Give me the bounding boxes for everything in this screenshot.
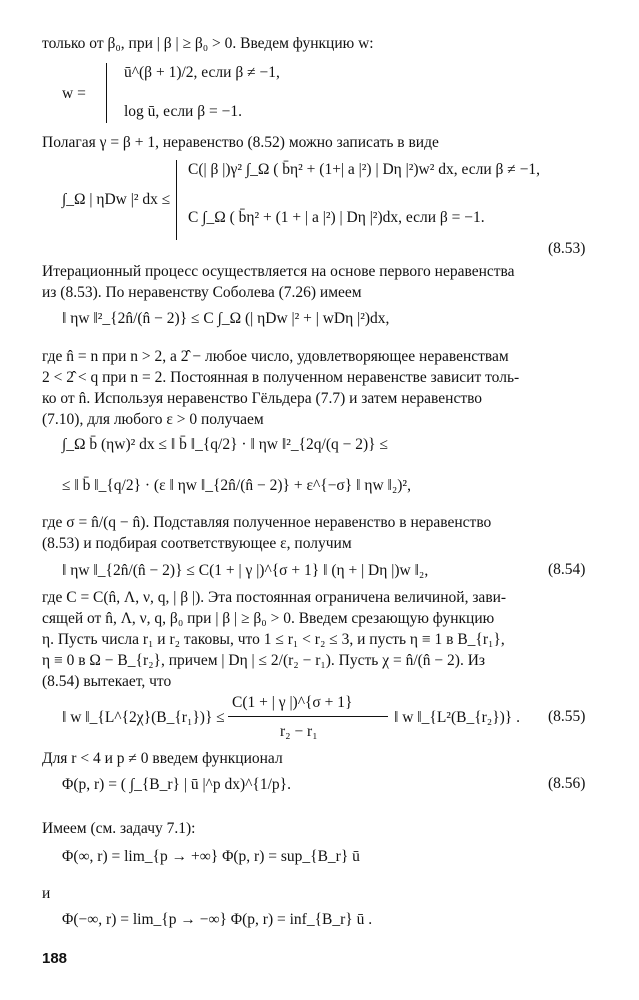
text-line: η. Пусть числа r₁ и r₂ таковы, что 1 ≤ r₁ < r₂ ≤ 3, и пусть η ≡ 1 в B_{r₁}, <box>42 631 505 648</box>
text-line: Итерационный процесс осуществляется на основе первого неравенства <box>42 263 515 280</box>
text-line: из (8.53). По неравенству Соболева (7.26) имеем <box>42 284 362 301</box>
text-line: (8.54) вытекает, что <box>42 673 172 690</box>
text-line: (7.10), для любого ε > 0 получаем <box>42 411 264 428</box>
text-line: η ≡ 0 в Ω − B_{r₂}, причем | Dη | ≤ 2/(r₂ − r₁). Пусть χ = n̂/(n̂ − 2). Из <box>42 652 486 669</box>
equation-number: (8.56) <box>548 775 586 792</box>
equation: Φ(p, r) = ( ∫_{B_r} | ū |^p dx)^{1/p}. <box>62 776 291 793</box>
text-line: ко от n̂. Используя неравенство Гёльдера (7.7) и затем неравенство <box>42 390 483 407</box>
text-line: 2 < 2̂ < q при n = 2. Постоянная в полученном неравенстве зависит толь- <box>42 369 520 386</box>
equation-number: (8.54) <box>548 561 586 578</box>
left-brace <box>106 63 107 123</box>
equation-number: (8.55) <box>548 708 586 725</box>
text-line: Имеем (см. задачу 7.1): <box>42 820 196 837</box>
page-number: 188 <box>42 950 68 967</box>
text-line: (8.53) и подбирая соответствующее ε, получим <box>42 535 352 552</box>
piecewise-case: C ∫_Ω ( b̄η² + (1 + | a |²) | Dη |²)dx, если β = −1. <box>188 209 485 226</box>
text-line: и <box>42 885 51 902</box>
piecewise-case: log ū, если β = −1. <box>124 103 242 120</box>
fraction-numerator: C(1 + | γ |)^{σ + 1} <box>232 694 353 711</box>
text-line: Для r < 4 и p ≠ 0 введем функционал <box>42 750 283 767</box>
equation-lhs: ‖ w ‖_{L^{2χ}(B_{r₁})} ≤ <box>62 709 225 726</box>
equation: Φ(−∞, r) = lim_{p → −∞} Φ(p, r) = inf_{B_r} ū . <box>62 911 373 928</box>
text-line: сящей от n̂, Λ, ν, q, β₀ при | β | ≥ β₀ > 0. Введем срезающую функцию <box>42 610 495 627</box>
equation-lhs: ∫_Ω | ηDw |² dx ≤ <box>62 191 171 208</box>
equation: ‖ ηw ‖_{2n̂/(n̂ − 2)} ≤ C(1 + | γ |)^{σ + 1} ‖ (η + | Dη |)w ‖₂, <box>62 562 429 579</box>
fraction-denominator: r₂ − r₁ <box>280 723 318 740</box>
equation: ∫_Ω b̄ (ηw)² dx ≤ ‖ b̄ ‖_{q/2} · ‖ ηw ‖²_{2q/(q − 2)} ≤ <box>62 436 388 453</box>
equation: ≤ ‖ b̄ ‖_{q/2} · (ε ‖ ηw ‖_{2n̂/(n̂ − 2)} + ε^{−σ} ‖ ηw ‖₂)², <box>62 477 411 494</box>
equation: ‖ ηw ‖²_{2n̂/(n̂ − 2)} ≤ C ∫_Ω (| ηDw |² + | wDη |²)dx, <box>62 310 390 327</box>
left-brace <box>176 160 177 240</box>
piecewise-case: C(| β |)γ² ∫_Ω ( b̄η² + (1+| a |²) | Dη |²)w² dx, если β ≠ −1, <box>188 161 541 178</box>
text-line: где σ = n̂/(q − n̂). Подставляя полученное неравенство в неравенство <box>42 514 492 531</box>
equation: Φ(∞, r) = lim_{p → +∞} Φ(p, r) = sup_{B_r} ū <box>62 848 360 865</box>
piecewise-case: ū^(β + 1)/2, если β ≠ −1, <box>124 64 280 81</box>
text-line: Полагая γ = β + 1, неравенство (8.52) можно записать в виде <box>42 134 439 151</box>
equation-number: (8.53) <box>548 240 586 257</box>
text-line: где C = C(n̂, Λ, ν, q, | β |). Эта постоянная ограничена величиной, зави- <box>42 589 507 606</box>
text-line: где n̂ = n при n > 2, а 2̂ − любое число, удовлетворяющее неравенствам <box>42 348 509 365</box>
text-line: только от β₀, при | β | ≥ β₀ > 0. Введем функцию w: <box>42 35 374 52</box>
equation-rhs: ‖ w ‖_{L²(B_{r₂})} . <box>394 709 520 726</box>
fraction-bar <box>228 716 388 717</box>
equation-lhs: w = <box>62 85 86 102</box>
